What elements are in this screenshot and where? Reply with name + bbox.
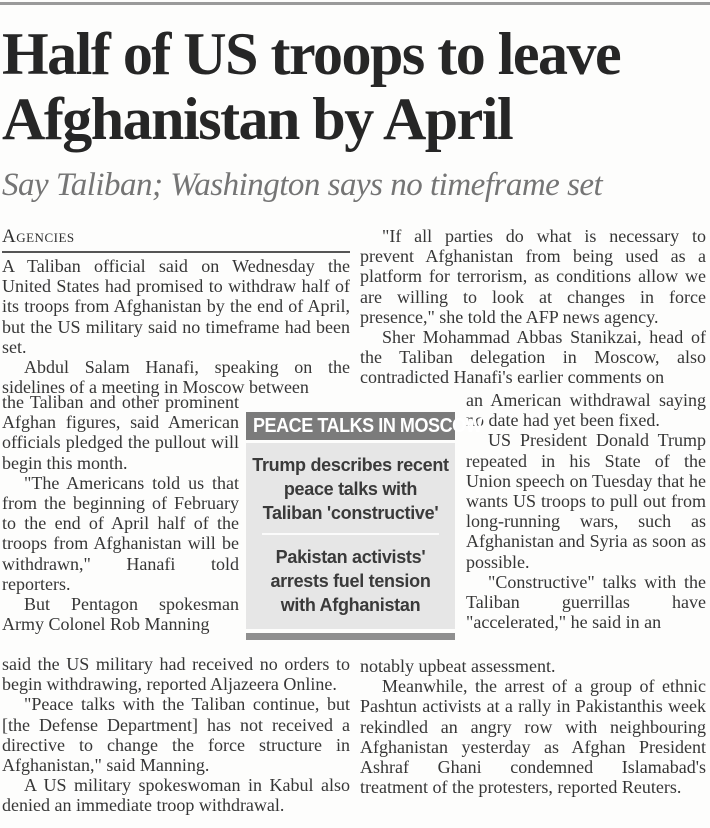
inset-box-item: Pakistan activists' arrests fuel tension with Afghanistan <box>270 547 431 615</box>
inset-box-item: Trump describes recent peace talks with Taliban 'constructive' <box>252 455 449 523</box>
inset-box-body <box>246 443 455 629</box>
paragraph: But Pentagon spokesman Army Colonel Rob Manning <box>2 594 239 635</box>
paragraph: the Taliban and other prominent Afghan figures, said American officials pledged the pullout will begin this month. <box>2 392 239 473</box>
left-column-top <box>2 256 350 397</box>
inset-fact-box <box>246 412 483 640</box>
inset-box-header <box>246 412 483 440</box>
inset-box-separator <box>262 533 439 535</box>
paragraph: "Peace talks with the Taliban continue, but [the Defense Department] has not received a directive to change the force structure in Afghanistan," said Manning. <box>2 694 350 776</box>
paragraph: Meanwhile, the arrest of a group of ethnic Pashtun activists at a rally in Pakistanthis week rekindled an angry row with neighbouring Afghanistan yesterday as Afghan President Ashraf Ghani condemned Islamabad's treatment of the protesters, reported Reuters. <box>360 676 706 798</box>
paragraph: Abdul Salam Hanafi, speaking on the sidelines of a meeting in Moscow between <box>2 357 350 398</box>
left-column-beside-box <box>2 392 239 634</box>
inset-box-header-label: PEACE TALKS IN MOSCOW <box>253 415 483 437</box>
inset-box-bottom-bar <box>246 633 455 640</box>
paragraph: "Constructive" talks with the Taliban guerrillas have "accelerated," he said in an <box>466 571 706 633</box>
article-headline <box>2 22 710 152</box>
paragraph: A Taliban official said on Wednesday the United States had promised to withdraw half of its troops from Afghanistan by the end of April, but the US military said no timeframe had been set. <box>2 256 350 357</box>
right-column-bottom <box>360 656 706 797</box>
paragraph: an American withdrawal saying no date had yet been fixed. <box>466 390 706 431</box>
paragraph: US President Donald Trump repeated in his State of the Union speech on Tuesday that he wants US troops to pull out from long-running wars, such as Afghanistan and Syria as soon as possible. <box>466 430 706 572</box>
headline-line-2: Afghanistan by April <box>2 86 513 152</box>
article-subheadline: Say Taliban; Washington says no timeframe set <box>2 167 603 203</box>
paragraph: A US military spokeswoman in Kabul also denied an immediate troop withdrawal. <box>2 775 350 816</box>
paragraph: "The Americans told us that from the beginning of February to the end of April half of the troops from Afghanistan will be withdrawn," Hanafi told reporters. <box>2 472 239 594</box>
paragraph: said the US military had received no orders to begin withdrawing, reported Aljazeera Online. <box>2 654 350 695</box>
paragraph: Sher Mohammad Abbas Stanikzai, head of the Taliban delegation in Moscow, also contradicted Hanafi's earlier comments on <box>360 327 706 388</box>
right-column-top <box>360 226 706 388</box>
paragraph: notably upbeat assessment. <box>360 656 556 676</box>
left-column-bottom <box>2 654 350 816</box>
byline: Agencies <box>2 226 350 253</box>
right-column-beside-box <box>466 390 706 632</box>
headline-line-1: Half of US troops to leave <box>2 21 621 87</box>
paragraph: "If all parties do what is necessary to prevent Afghanistan from being used as a platform for terrorism, as conditions allow we are willing to look at changes in force presence," she told the AFP news agency. <box>360 226 706 327</box>
top-rule <box>0 2 710 5</box>
